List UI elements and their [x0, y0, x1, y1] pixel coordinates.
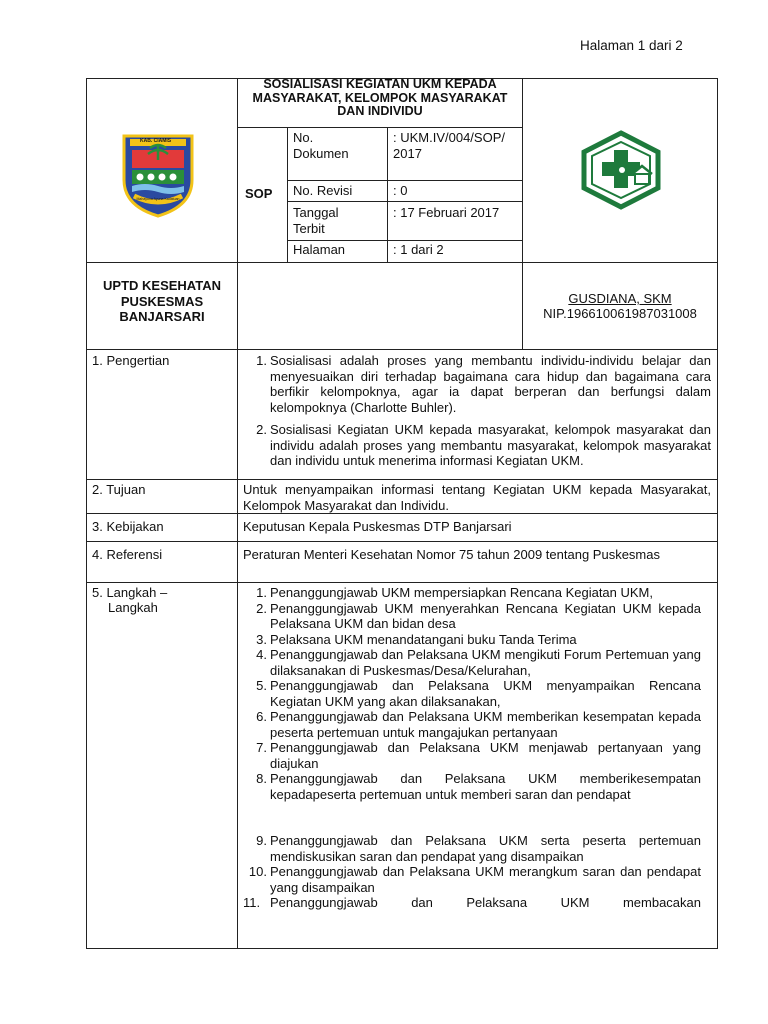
list-item [243, 771, 701, 802]
list-text: Penanggungjawab dan Pelaksana UKM serta peserta pertemuan mendiskusikan saran dan pendapat yang disampaikan [270, 833, 701, 864]
list-number: 6. [256, 709, 267, 724]
list-item [243, 632, 701, 648]
list-item [243, 422, 711, 469]
page-indicator: Halaman 1 dari 2 [580, 38, 683, 53]
list-item [243, 864, 701, 895]
langkah-label-2: Langkah [108, 600, 158, 615]
left-logo-text: KAB. CIAMIS [140, 138, 172, 144]
list-text: Sosialisasi Kegiatan UKM kepada masyarakat, kelompok masyarakat dan individu adalah proses yang membantu masyarakat, kelompok masyarakat dan individu untuk menerima informasi Kegiatan UKM. [270, 422, 711, 468]
pengertian-label: 1. Pengertian [92, 353, 170, 368]
langkah-list [243, 585, 701, 911]
signer-name: GUSDIANA, SKM [568, 291, 672, 306]
pengertian-list [243, 353, 711, 469]
list-text: Penanggungjawab dan Pelaksana UKM menyampaikan Rencana Kegiatan UKM yang akan dilaksanakan, [270, 678, 701, 709]
list-number: 2. [256, 422, 267, 437]
list-number: 2. [256, 600, 267, 616]
referensi-label: 4. Referensi [92, 547, 163, 562]
list-number: 1. [256, 353, 267, 368]
page-value: : 1 dari 2 [393, 242, 444, 257]
list-number: 10. [248, 864, 267, 879]
list-number: 5. [256, 678, 267, 693]
doc-number-value: : UKM.IV/004/SOP/ 2017 [393, 130, 505, 161]
left-logo-motto: Mahayuna Ayuna Kadatuan [136, 197, 180, 201]
list-text: Penanggungjawab dan Pelaksana UKM mengikuti Forum Pertemuan yang dilaksanakan di Puskesmas/Desa/Kelurahan, [270, 647, 701, 678]
org-name: UPTD KESEHATAN PUSKESMAS BANJARSARI [103, 278, 221, 324]
list-item [243, 709, 701, 740]
list-item [243, 740, 701, 771]
signer-nip: NIP.196610061987031008 [543, 306, 697, 321]
list-text: Penanggungjawab UKM mempersiapkan Rencana Kegiatan UKM, [270, 585, 653, 600]
list-text: Sosialisasi adalah proses yang membantu individu-individu belajar dan menyesuaikan diri terhadap bagaimana cara hidup dan bagaimana cara berfikir kelompoknya, agar ia dapat berperan dan berfungsi dalam kelompoknya (Charlotte Buhler). [270, 353, 711, 415]
langkah-label: 5. Langkah – [92, 585, 168, 600]
list-item [243, 601, 701, 632]
list-text: Penanggungjawab dan Pelaksana UKM memberikan kesempatan kepada peserta pertemuan untuk mangajukan pertanyaan [270, 709, 701, 740]
list-text: Penanggungjawab dan Pelaksana UKM membacakan [270, 895, 701, 910]
list-number: 1. [256, 585, 267, 600]
list-text: Pelaksana UKM menandatangani buku Tanda Terima [270, 631, 577, 647]
list-number: 8. [256, 771, 267, 786]
list-item [243, 895, 701, 911]
doc-number-label: No. Dokumen [293, 130, 349, 161]
list-text: Penanggungjawab dan Pelaksana UKM memberikesempatan kepadapeserta pertemuan untuk memberi saran dan pendapat [270, 771, 701, 802]
list-number: 9. [256, 833, 267, 848]
issue-date-value: : 17 Februari 2017 [393, 205, 500, 220]
sop-label: SOP [245, 186, 273, 201]
revision-label: No. Revisi [293, 183, 353, 198]
sop-title: SOSIALISASI KEGIATAN UKM KEPADA MASYARAKAT, KELOMPOK MASYARAKAT DAN INDIVIDU [252, 77, 508, 118]
list-item [243, 833, 701, 864]
list-text: Penanggungjawab UKM menyerahkan Rencana Kegiatan UKM kepada Pelaksana UKM dan bidan desa [270, 600, 701, 631]
tujuan-text: Untuk menyampaikan informasi tentang Kegiatan UKM kepada Masyarakat, Kelompok Masyarakat dan Individu. [243, 482, 711, 513]
kabupaten-ciamis-logo [118, 128, 198, 220]
list-number: 11. [243, 895, 261, 910]
list-number: 7. [256, 740, 267, 755]
list-item [243, 353, 711, 415]
list-item [243, 678, 701, 709]
referensi-text: Peraturan Menteri Kesehatan Nomor 75 tahun 2009 tentang Puskesmas [243, 547, 660, 562]
revision-value: : 0 [393, 183, 408, 198]
tujuan-label: 2. Tujuan [92, 482, 146, 497]
kebijakan-text: Keputusan Kepala Puskesmas DTP Banjarsari [243, 519, 512, 534]
list-item [243, 585, 701, 601]
puskesmas-logo [580, 130, 662, 210]
issue-date-label: Tanggal Terbit [293, 205, 339, 236]
list-text: Penanggungjawab dan Pelaksana UKM merangkum saran dan pendapat yang disampaikan [270, 864, 701, 895]
list-text: Penanggungjawab dan Pelaksana UKM menjawab pertanyaan yang diajukan [270, 740, 701, 771]
kebijakan-label: 3. Kebijakan [92, 519, 164, 534]
list-number: 3. [256, 631, 267, 647]
page-label: Halaman [293, 242, 346, 257]
list-number: 4. [256, 647, 267, 662]
list-item [243, 647, 701, 678]
